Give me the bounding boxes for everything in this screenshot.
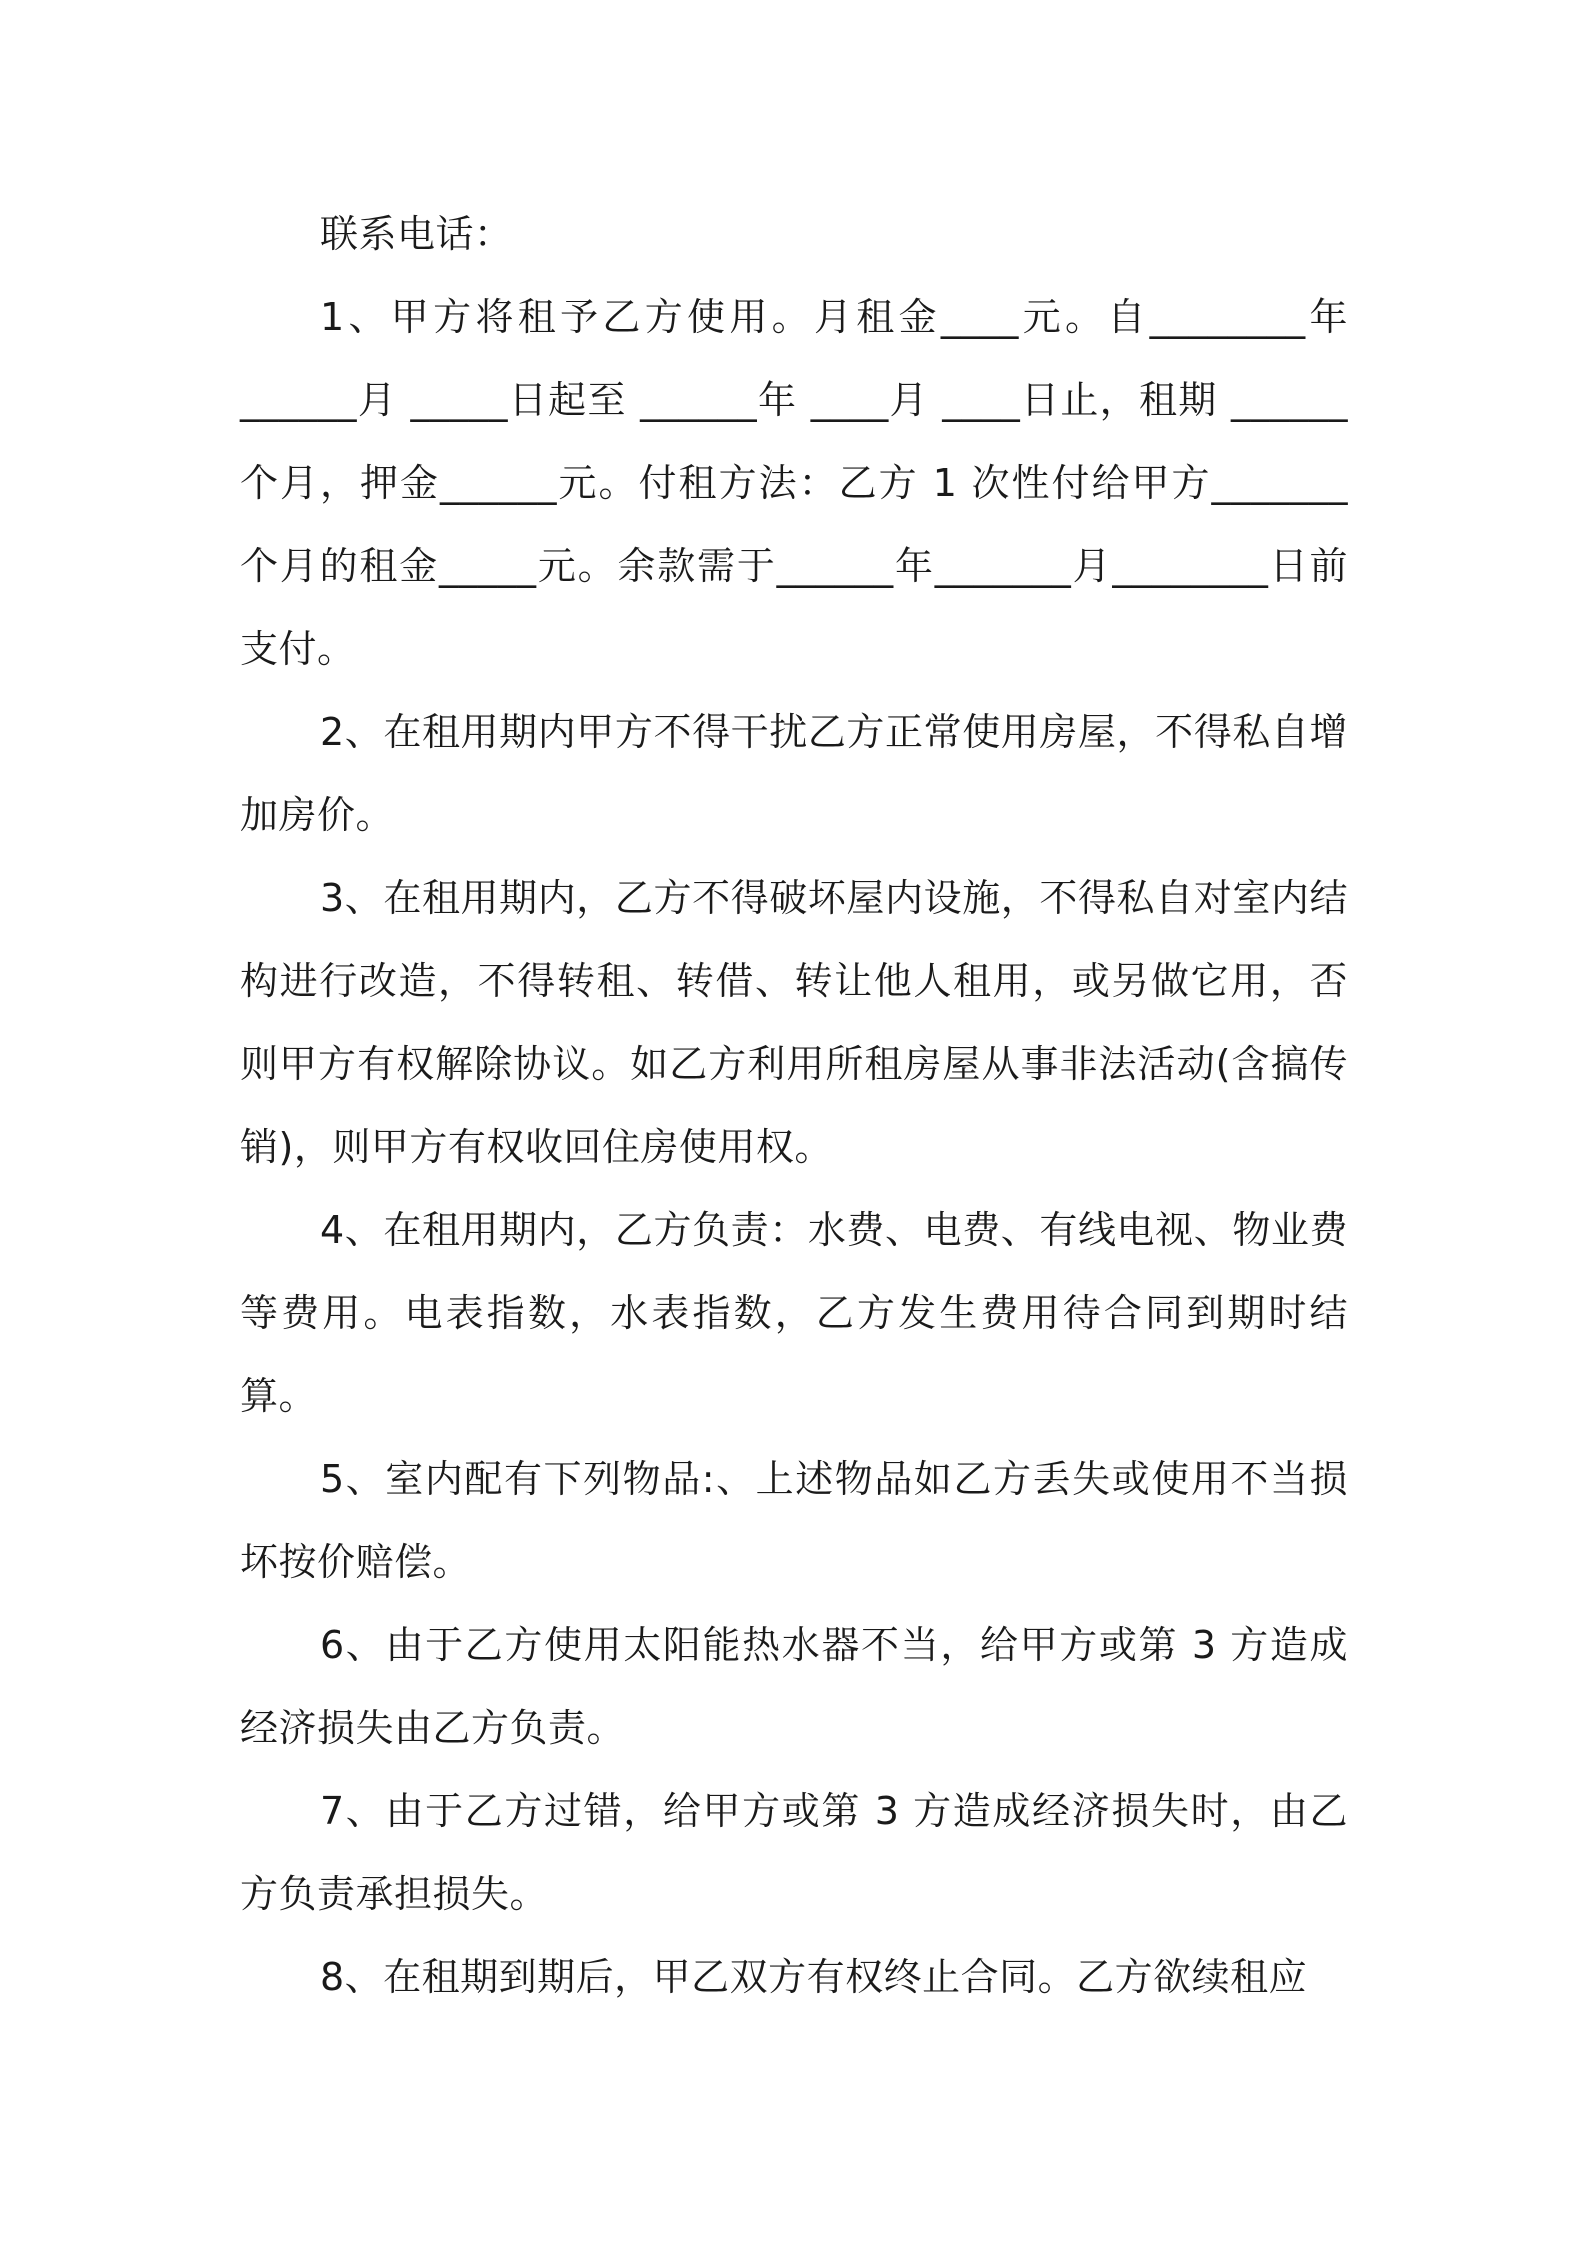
clause-6-water-heater: 6、由于乙方使用太阳能热水器不当，给甲方或第 3 方造成经济损失由乙方负责。: [240, 1623, 1348, 1750]
clause-3-usage-restrictions: 3、在租用期内，乙方不得破坏屋内设施，不得私自对室内结构进行改造，不得转租、转借、转让他人租用，或另做它用，否则甲方有权解除协议。如乙方利用所租房屋从事非法活动(含搞传销)，则甲方有权收回住房使用权。: [240, 876, 1348, 1169]
clause-4-fees: 4、在租用期内，乙方负责：水费、电费、有线电视、物业费等费用。电表指数，水表指数，乙方发生费用待合同到期时结算。: [240, 1208, 1348, 1418]
clause-7-liability: 7、由于乙方过错，给甲方或第 3 方造成经济损失时，由乙方负责承担损失。: [240, 1789, 1348, 1916]
document-body: [240, 193, 1348, 2019]
clause-8-termination: 8、在租期到期后，甲乙双方有权终止合同。乙方欲续租应: [320, 1955, 1308, 1999]
clause-1-rent-terms: 1、甲方将租予乙方使用。月租金____元。自________年______月 _____日起至 ______年 ____月 ____日止，租期 ______个月，押金______元。付租方法：乙方 1 次性付给甲方_______个月的租金_____元。余款需于______年_______月________日前支付。: [240, 295, 1348, 671]
clause-5-furnishings: 5、室内配有下列物品:、上述物品如乙方丢失或使用不当损坏按价赔偿。: [240, 1457, 1348, 1584]
contact-phone-line: 联系电话：: [320, 212, 513, 256]
clause-2-no-interference: 2、在租用期内甲方不得干扰乙方正常使用房屋，不得私自增加房价。: [240, 710, 1348, 837]
